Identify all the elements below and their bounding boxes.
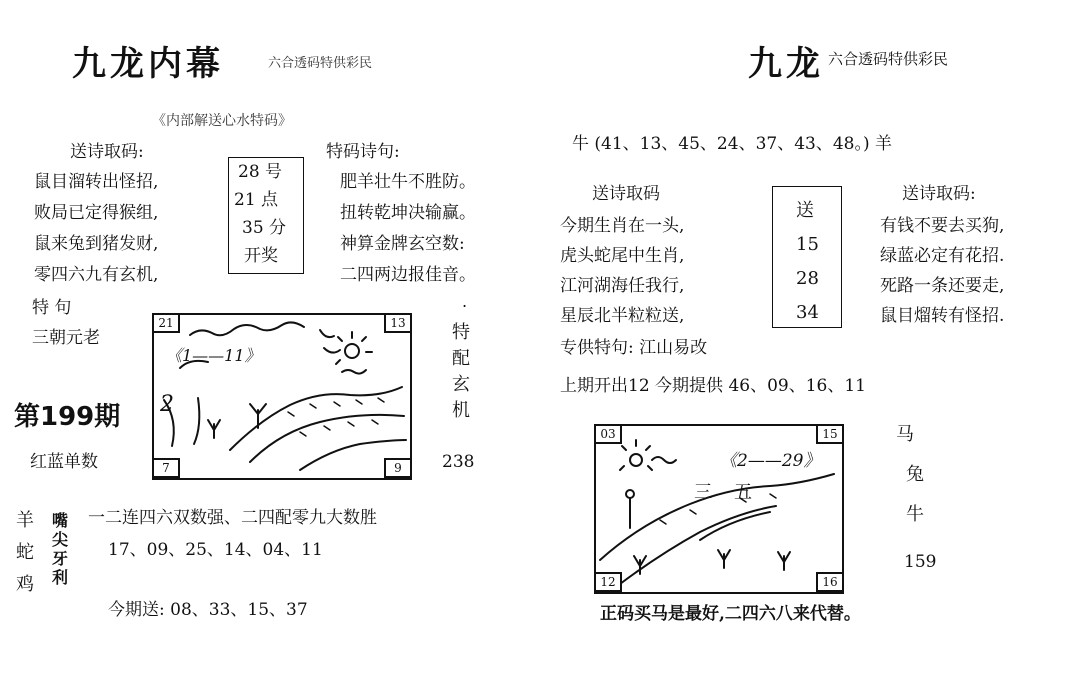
- right-animal-1: 马: [896, 424, 914, 445]
- right-special-phrase: 专供特句: 江山易改: [560, 338, 708, 358]
- right-send-heading-right: 送诗取码:: [902, 184, 976, 204]
- left-numbers-line: 17、09、25、14、04、11: [108, 540, 323, 560]
- left-corner-bottom-right: 9: [384, 458, 412, 478]
- left-send-line-3: 鼠来兔到猪发财,: [34, 234, 159, 254]
- right-sketch-char-2: 五: [734, 482, 752, 503]
- left-poem-line-2: 扭转乾坤决输赢。: [340, 203, 476, 223]
- right-right-line-3: 死路一条还要走,: [880, 276, 1005, 296]
- red-blue-label: 红蓝单数: [30, 452, 98, 472]
- left-special-heading: 特 句: [32, 298, 72, 318]
- left-sketch-range: 《1——11》: [166, 346, 261, 365]
- mouth-char-3: 牙: [52, 549, 69, 568]
- right-box-line-4: 34: [796, 302, 819, 323]
- right-side-number: 159: [904, 552, 937, 572]
- right-corner-bottom-right: 16: [816, 572, 844, 592]
- left-title: 九龙内幕: [72, 44, 224, 84]
- left-animal-2: 蛇: [16, 542, 34, 563]
- left-corner-bottom-left: 7: [152, 458, 180, 478]
- right-title: 九龙: [748, 44, 824, 84]
- left-animal-1: 羊: [16, 510, 34, 531]
- time-box-line-2: 21 点: [234, 190, 279, 210]
- time-box-line-3: 35 分: [242, 218, 287, 238]
- right-subtitle: 六合透码特供彩民: [828, 50, 949, 68]
- left-sketch-number: 2: [160, 392, 174, 417]
- left-poem-heading: 特码诗句:: [326, 142, 400, 162]
- right-right-line-2: 绿蓝必定有花招.: [880, 246, 1005, 266]
- left-corner-top-right: 13: [384, 313, 412, 333]
- left-poem-line-1: 肥羊壮牛不胜防。: [340, 172, 476, 192]
- right-sketch-char-1: 三: [694, 482, 712, 503]
- left-vertical-char-1: 特: [452, 322, 470, 343]
- left-vertical-char-3: 玄: [452, 374, 470, 395]
- left-vertical-char-4: 机: [452, 400, 470, 421]
- right-box-line-2: 15: [796, 234, 819, 255]
- left-inner-title: 《内部解送心水特码》: [152, 113, 292, 129]
- right-send-heading-left: 送诗取码: [592, 184, 660, 204]
- left-poem-line-4: 二四两边报佳音。: [340, 265, 476, 285]
- right-bottom-line: 正码买马是最好,二四六八来代替。: [600, 604, 861, 624]
- left-subtitle: 六合透码特供彩民: [268, 56, 373, 71]
- left-strong-line: 一二连四六双数强、二四配零九大数胜: [88, 508, 377, 528]
- right-left-line-4: 星辰北半粒粒送,: [560, 306, 685, 326]
- right-last-issue-line: 上期开出12 今期提供 46、09、16、11: [560, 376, 866, 396]
- right-right-line-1: 有钱不要去买狗,: [880, 216, 1005, 236]
- left-send-line-4: 零四六九有玄机,: [34, 265, 159, 285]
- mouth-char-2: 尖: [52, 530, 69, 549]
- left-vertical-dot: .: [462, 292, 468, 311]
- left-corner-top-left: 21: [152, 313, 180, 333]
- right-animal-2: 兔: [906, 464, 924, 485]
- left-special-text: 三朝元老: [32, 328, 100, 348]
- left-send-heading: 送诗取码:: [70, 142, 144, 162]
- right-left-line-2: 虎头蛇尾中生肖,: [560, 246, 685, 266]
- left-today-send: 今期送: 08、33、15、37: [108, 600, 308, 620]
- right-box-line-1: 送: [796, 200, 814, 221]
- time-box-line-1: 28 号: [238, 162, 283, 182]
- right-animal-3: 牛: [906, 504, 924, 525]
- left-animal-3: 鸡: [16, 574, 34, 595]
- mouth-char-4: 利: [52, 568, 69, 587]
- right-left-line-3: 江河湖海任我行,: [560, 276, 685, 296]
- left-poem-line-3: 神算金牌玄空数:: [340, 234, 465, 254]
- right-corner-bottom-left: 12: [594, 572, 622, 592]
- mouth-char-1: 嘴: [52, 511, 69, 530]
- right-corner-top-left: 03: [594, 424, 622, 444]
- left-vertical-char-2: 配: [452, 348, 470, 369]
- right-left-line-1: 今期生肖在一头,: [560, 216, 685, 236]
- right-corner-top-right: 15: [816, 424, 844, 444]
- left-send-line-2: 败局已定得猴组,: [34, 203, 159, 223]
- issue-number: 第199期: [14, 402, 121, 432]
- left-right-number: 238: [442, 452, 475, 472]
- right-right-line-4: 鼠目熘转有怪招.: [880, 306, 1005, 326]
- right-top-numbers: 牛 (41、13、45、24、37、43、48。) 羊: [572, 134, 892, 154]
- right-sketch-range: 《2——29》: [720, 451, 821, 471]
- right-box-line-3: 28: [796, 268, 819, 289]
- time-box-line-4: 开奖: [244, 246, 278, 266]
- left-send-line-1: 鼠目溜转出怪招,: [34, 172, 159, 192]
